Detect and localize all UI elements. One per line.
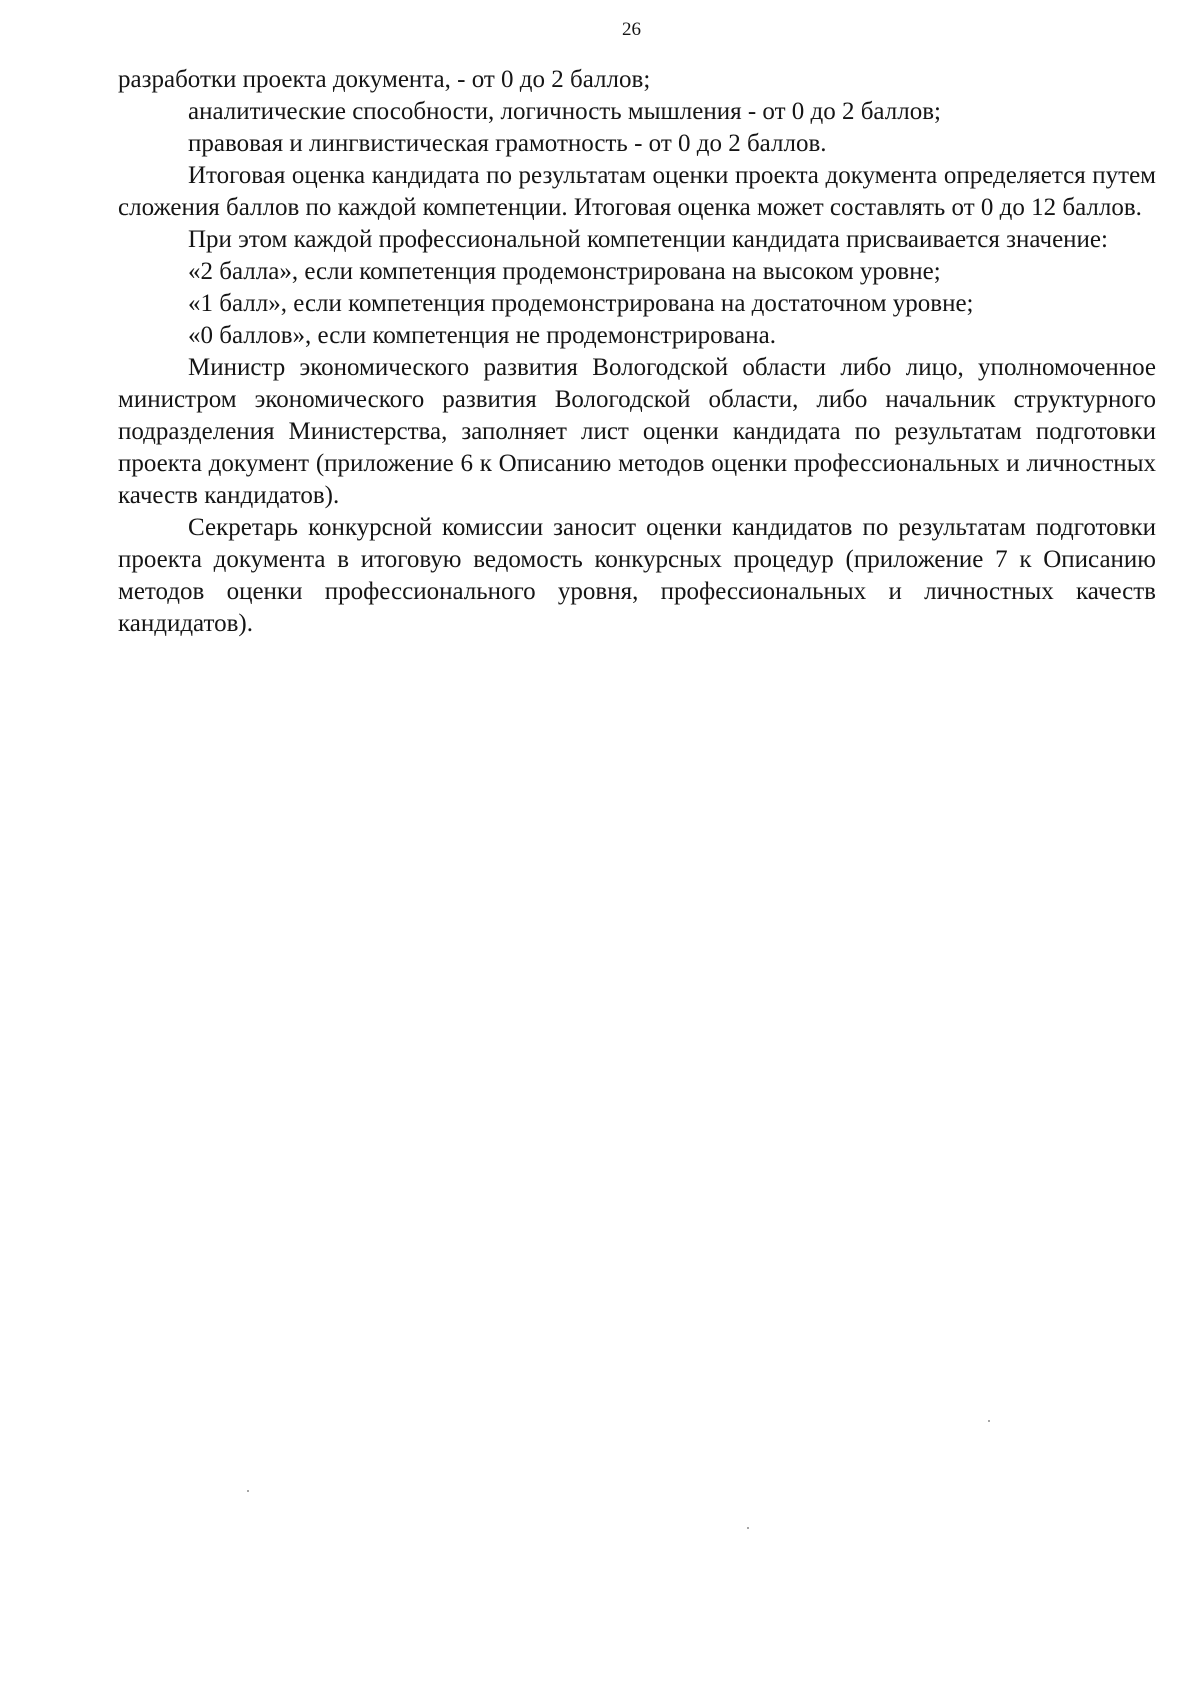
paragraph-score-assignment: При этом каждой профессиональной компетенции кандидата присваивается значение:	[188, 226, 1108, 253]
paragraph-minister: Министр экономического развития Вологодской области либо лицо, уполномоченное министром экономического развития Вологодской области, либо начальник структурного подразделения Министерства, заполняет лист оценки кандидата по результатам подготовки проекта документ (приложение 6 к Описанию методов оценки профессиональных и личностных качеств кандидатов).	[118, 354, 1156, 509]
document-body	[118, 64, 1156, 640]
paragraph-score-2: «2 балла», если компетенция продемонстрирована на высоком уровне;	[188, 258, 941, 285]
paragraph-score-0: «0 баллов», если компетенция не продемонстрирована.	[188, 322, 776, 349]
paragraph-criterion-legal: правовая и лингвистическая грамотность - от 0 до 2 баллов.	[188, 130, 827, 157]
scan-speck	[988, 1420, 990, 1422]
paragraph-score-1: «1 балл», если компетенция продемонстрирована на достаточном уровне;	[188, 290, 974, 317]
scan-speck	[247, 1490, 249, 1492]
paragraph-criterion-analytical: аналитические способности, логичность мышления - от 0 до 2 баллов;	[188, 98, 941, 125]
paragraph-secretary: Секретарь конкурсной комиссии заносит оценки кандидатов по результатам подготовки проекта документа в итоговую ведомость конкурсных процедур (приложение 7 к Описанию методов оценки профессионального уровня, профессиональных и личностных качеств кандидатов).	[118, 514, 1156, 637]
scan-speck	[747, 1527, 749, 1529]
page-number: 26	[622, 19, 641, 40]
paragraph-final-score: Итоговая оценка кандидата по результатам оценки проекта документа определяется путем сложения баллов по каждой компетенции. Итоговая оценка может составлять от 0 до 12 баллов.	[118, 162, 1156, 221]
paragraph-continuation: разработки проекта документа, - от 0 до 2 баллов;	[118, 66, 651, 93]
